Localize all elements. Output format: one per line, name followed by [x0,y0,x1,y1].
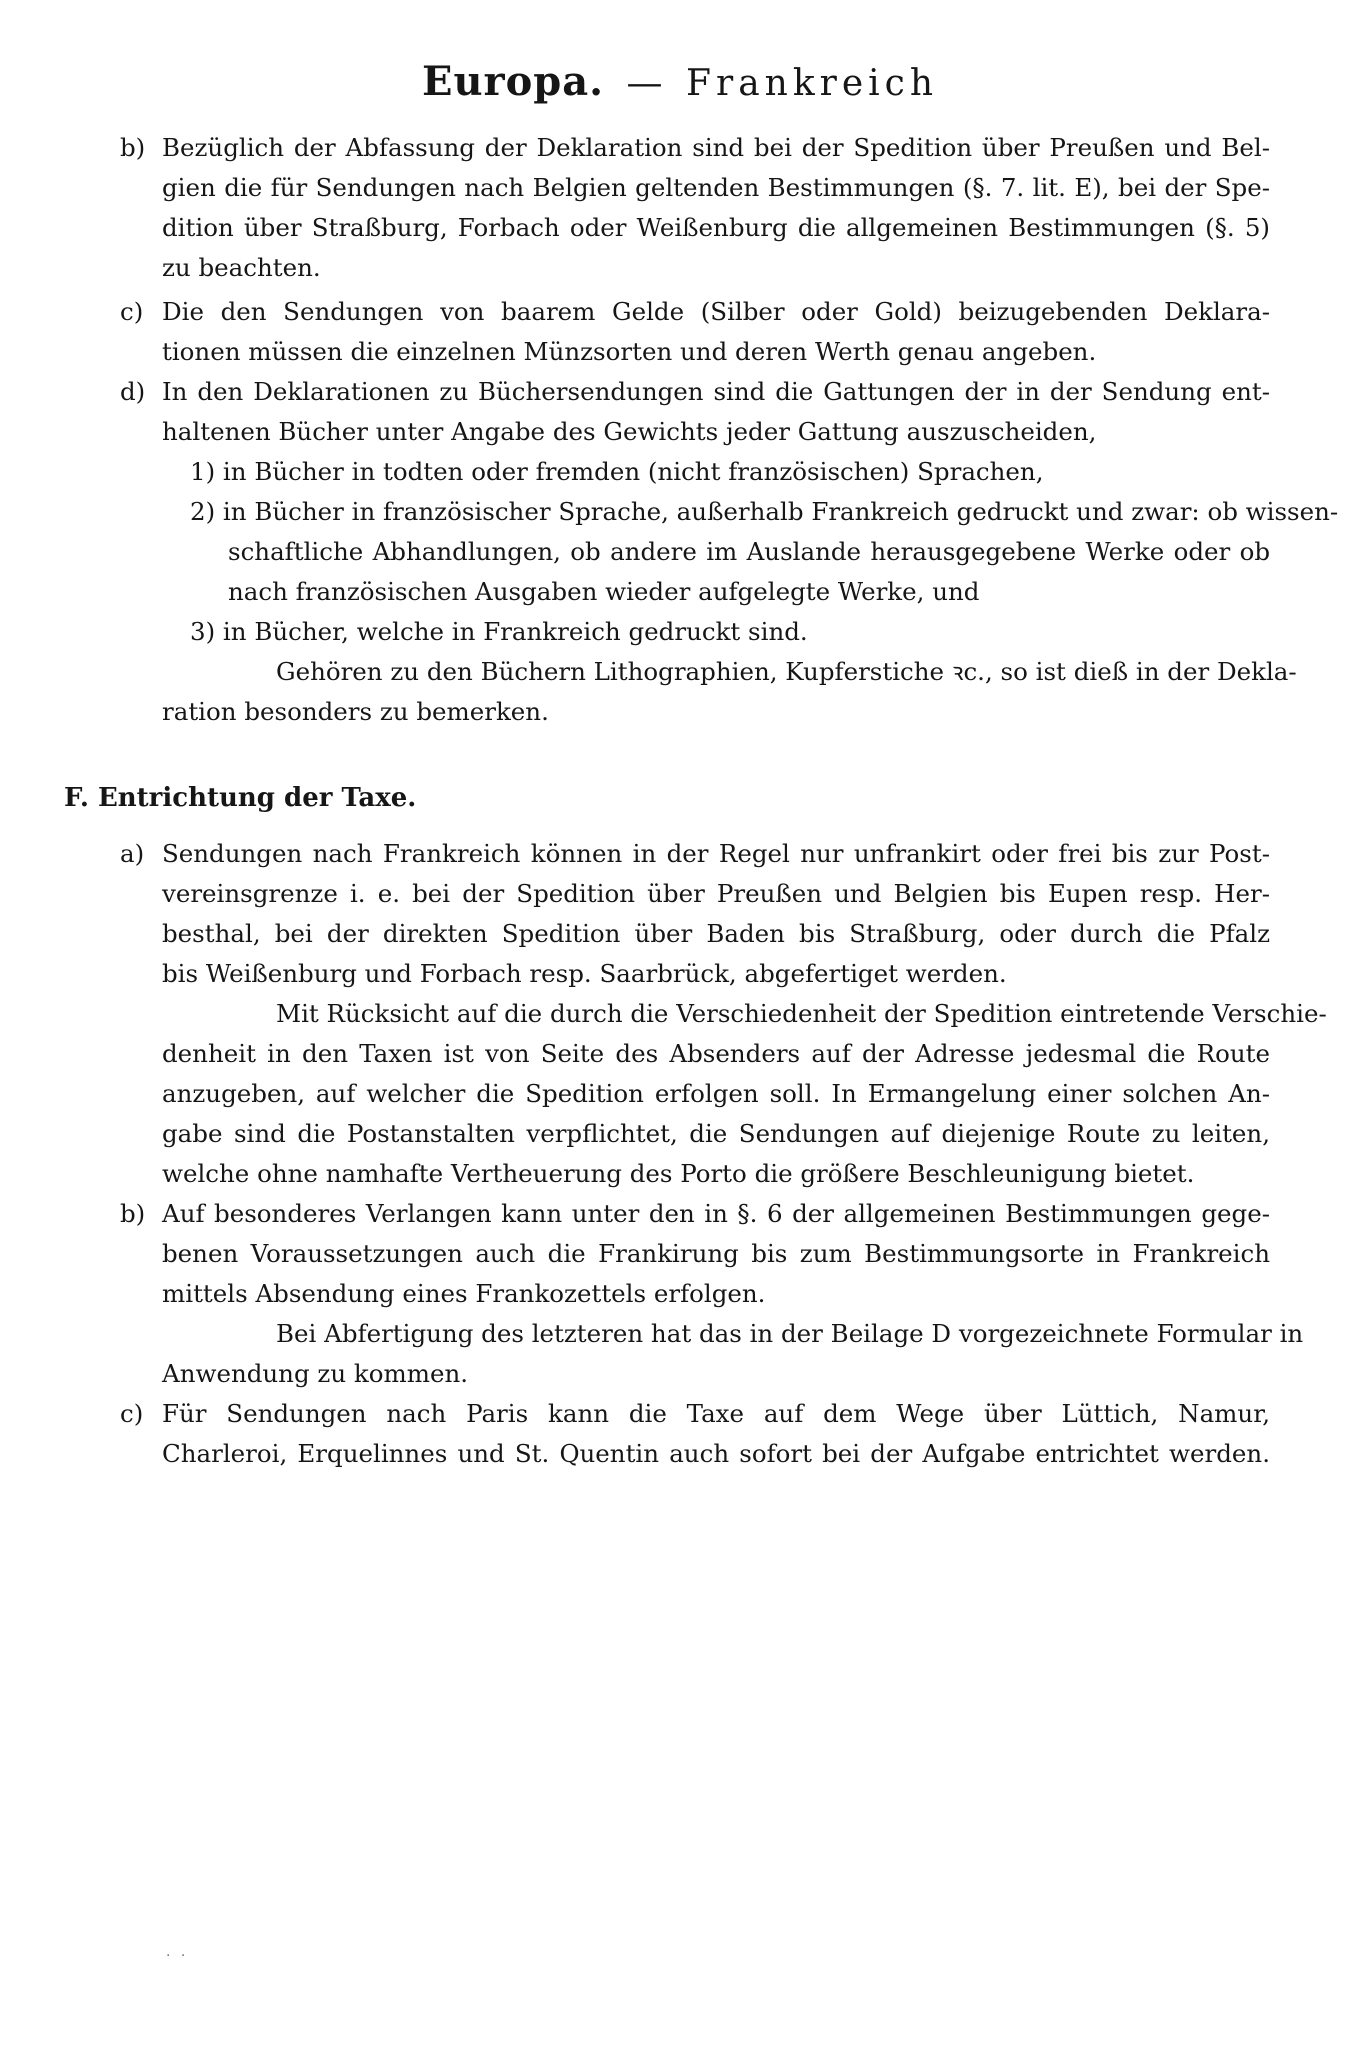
text-line: c) Für Sendungen nach Paris kann die Taxe auf dem Wege über Lüttich, Namur, [120,1394,1270,1434]
text-line: nach französischen Ausgaben wieder aufgelegte Werke, und [228,577,980,606]
paragraph-line: Mit Rücksicht auf die durch die Verschiedenheit der Spedition eintretende Verschie- [276,999,1327,1028]
item-label: c) [120,1399,144,1428]
text-line: besthal, bei der direkten Spedition über Baden bis Straßburg, oder durch die Pfalz [162,919,1270,948]
header-title: Europa. [421,58,605,105]
text-line: mittels Absendung eines Frankozettels erfolgen. [162,1279,766,1308]
text-line: d) In den Deklarationen zu Büchersendungen sind die Gattungen der in der Sendung ent- [120,372,1270,412]
item-label: a) [120,839,145,868]
section-f-heading: F. Entrichtung der Taxe. [64,783,417,813]
text-line: tionen müssen die einzelnen Münzsorten und deren Werth genau angeben. [162,337,1097,366]
text-line: bis Weißenburg und Forbach resp. Saarbrück, abgefertiget werden. [162,959,1007,988]
sub-item-1: 1) in Bücher in todten oder fremden (nicht französischen) Sprachen, [190,457,1044,486]
paragraph-line: gabe sind die Postanstalten verpflichtet, die Sendungen auf diejenige Route zu leiten, [162,1119,1270,1148]
item-label: c) [120,297,144,326]
text-line: benen Voraussetzungen auch die Frankirung bis zum Bestimmungsorte in Frankreich [162,1239,1270,1268]
page-speck: · · [166,1948,189,1964]
note-line: Gehören zu den Büchern Lithographien, Kupferstiche ꝛc., so ist dieß in der Dekla- [276,657,1297,686]
text-line: a) Sendungen nach Frankreich können in der Regel nur unfrankirt oder frei bis zur Post- [120,834,1270,874]
text-line: gien die für Sendungen nach Belgien geltenden Bestimmungen (§. 7. lit. E), bei der Spe- [162,173,1270,202]
item-label: b) [120,1199,146,1228]
text-line: vereinsgrenze i. e. bei der Spedition über Preußen und Belgien bis Eupen resp. Her- [162,879,1270,908]
text-line: b) Auf besonderes Verlangen kann unter den in §. 6 der allgemeinen Bestimmungen gege- [120,1194,1270,1234]
section-f-item-c [120,1394,1270,1474]
text-line: haltenen Bücher unter Angabe des Gewichts jeder Gattung auszuscheiden, [162,417,1097,446]
sub-item-2: 2) in Bücher in französischer Sprache, außerhalb Frankreich gedruckt und zwar: ob wissen- [190,497,1339,526]
text-line: b) Bezüglich der Abfassung der Deklaration sind bei der Spedition über Preußen und Bel- [120,128,1270,168]
paragraph-line: anzugeben, auf welcher die Spedition erfolgen soll. In Ermangelung einer solchen An- [162,1079,1270,1108]
note-line: ration besonders zu bemerken. [162,697,549,726]
item-c-money-declaration [120,292,1270,372]
section-f-item-b [120,1194,1304,1394]
item-b-declaration [120,128,1270,288]
paragraph-line: welche ohne namhafte Vertheuerung des Porto die größere Beschleunigung bietet. [162,1159,1195,1188]
text-line: dition über Straßburg, Forbach oder Weißenburg die allgemeinen Bestimmungen (§. 5) [162,213,1270,242]
section-f-item-a [120,834,1327,1194]
paragraph-line: Anwendung zu kommen. [162,1359,469,1388]
item-label: b) [120,133,146,162]
sub-item-3: 3) in Bücher, welche in Frankreich gedruckt sind. [190,617,808,646]
header-subtitle: Frankreich [686,63,939,104]
text-line: zu beachten. [162,253,321,282]
header-separator: — [626,63,664,104]
paragraph-line: denheit in den Taxen ist von Seite des Absenders auf der Adresse jedesmal die Route [162,1039,1270,1068]
text-line: c) Die den Sendungen von baarem Gelde (Silber oder Gold) beizugebenden Deklara- [120,292,1270,332]
text-line: Charleroi, Erquelinnes und St. Quentin auch sofort bei der Aufgabe entrichtet werden. [162,1439,1270,1468]
paragraph-line: Bei Abfertigung des letzteren hat das in der Beilage D vorgezeichnete Formular in [276,1319,1304,1348]
text-line: schaftliche Abhandlungen, ob andere im Auslande herausgegebene Werke oder ob [228,537,1270,566]
item-label: d) [120,377,146,406]
item-d-book-declaration [120,372,1339,732]
page-header [0,58,1360,105]
